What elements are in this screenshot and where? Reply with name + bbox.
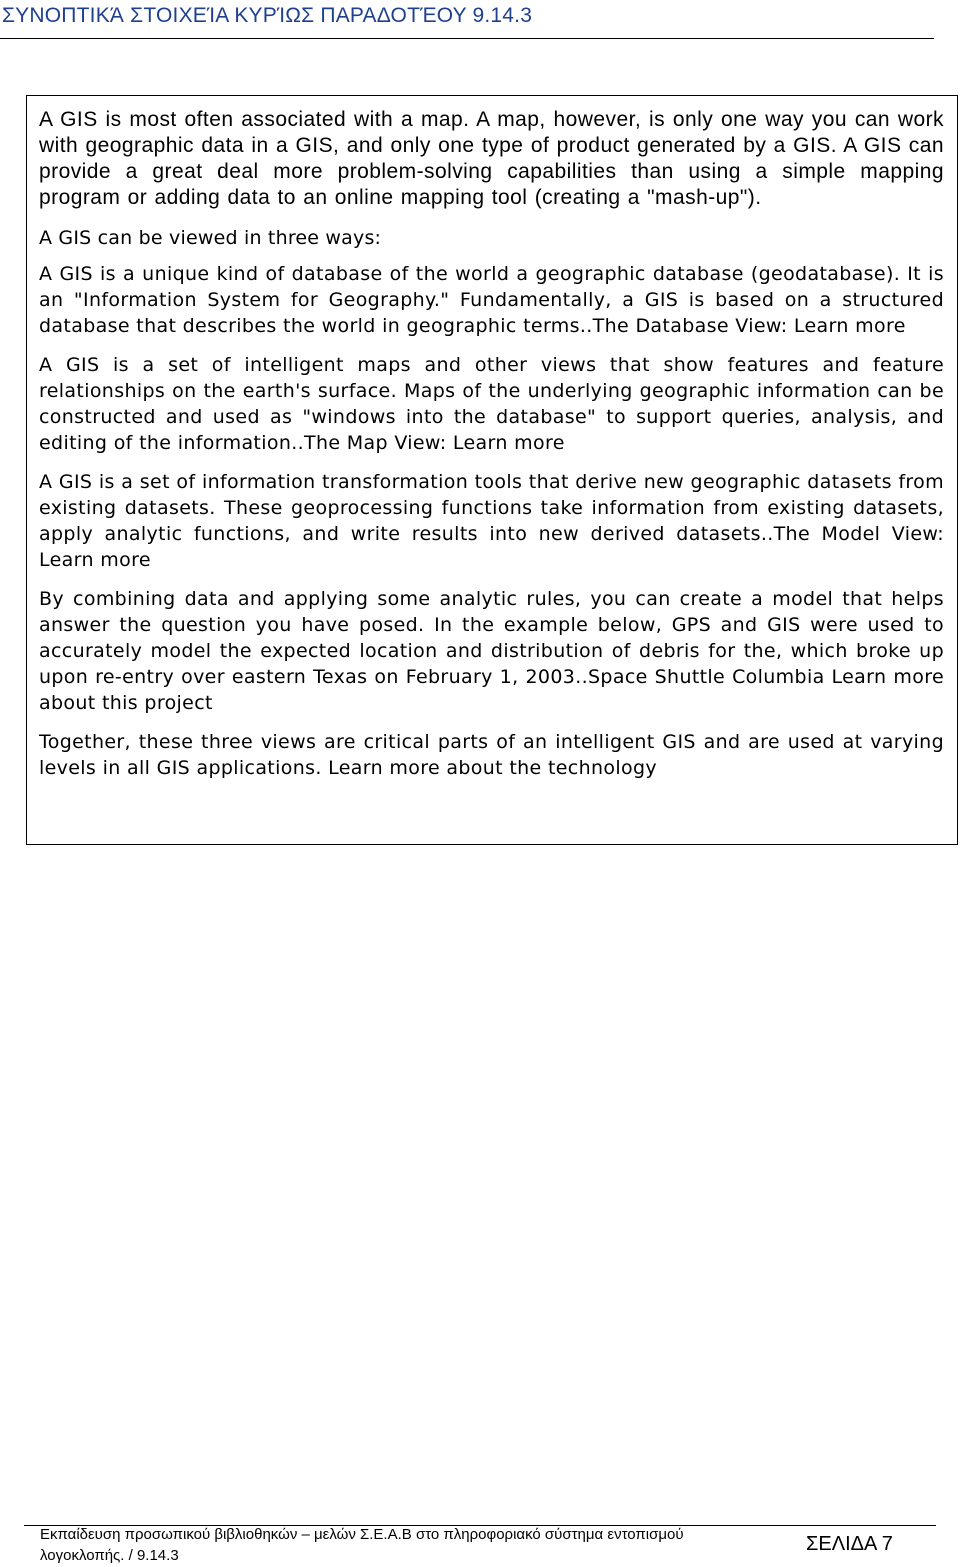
map-view-paragraph: A GIS is a set of intelligent maps and other views that show features and feature relationships on the earth's surface. Maps of the underlying geographic information can be constructed and used as "windows into the database" to support queries, analysis, and editing of the information..The Map View: Learn more [39,354,944,454]
header-divider [0,38,934,39]
footer-text-line-2: λογοκλοπής. / 9.14.3 [40,1547,179,1564]
database-view-paragraph: A GIS is a unique kind of database of the world a geographic database (geodatabase). It is an "Information System for Geography." Fundamentally, a GIS is based on a structured database that describes the world in geographic terms..The Database View: Learn more [39,263,944,337]
columbia-example-paragraph: By combining data and applying some analytic rules, you can create a model that helps answer the question you have posed. In the example below, GPS and GIS were used to accurately model the expected location and distribution of debris for the, which broke up upon re-entry over eastern Texas on February 1, 2003..Space Shuttle Columbia Learn more about this project [39,588,944,714]
summary-paragraph: Together, these three views are critical parts of an intelligent GIS and are used at varying levels in all GIS applications. Learn more about the technology [39,731,944,779]
content-box [26,95,958,845]
intro-paragraph: A GIS is most often associated with a map. A map, however, is only one way you can work with geographic data in a GIS, and only one type of product generated by a GIS. A GIS can provide a great deal more problem-solving capabilities than using a simple mapping program or adding data to an online mapping tool (creating a "mash-up"). [39,108,944,209]
ways-heading: A GIS can be viewed in three ways: [39,227,382,249]
model-view-paragraph: A GIS is a set of information transformation tools that derive new geographic datasets from existing datasets. These geoprocessing functions take information from existing datasets, apply analytic functions, and write results into new derived datasets..The Model View: Learn more [39,471,944,571]
page-header-title: ΣΥΝΟΠΤΙΚΆ ΣΤΟΙΧΕΊΑ ΚΥΡΊΩΣ ΠΑΡΑΔΟΤΈΟΥ 9.14.3 [2,4,533,27]
page-number: ΣΕΛΙΔΑ 7 [806,1533,893,1555]
footer-text-line-1: Εκπαίδευση προσωπικού βιβλιοθηκών – μελών Σ.Ε.Α.Β στο πληροφοριακό σύστημα εντοπισμού [40,1526,684,1543]
